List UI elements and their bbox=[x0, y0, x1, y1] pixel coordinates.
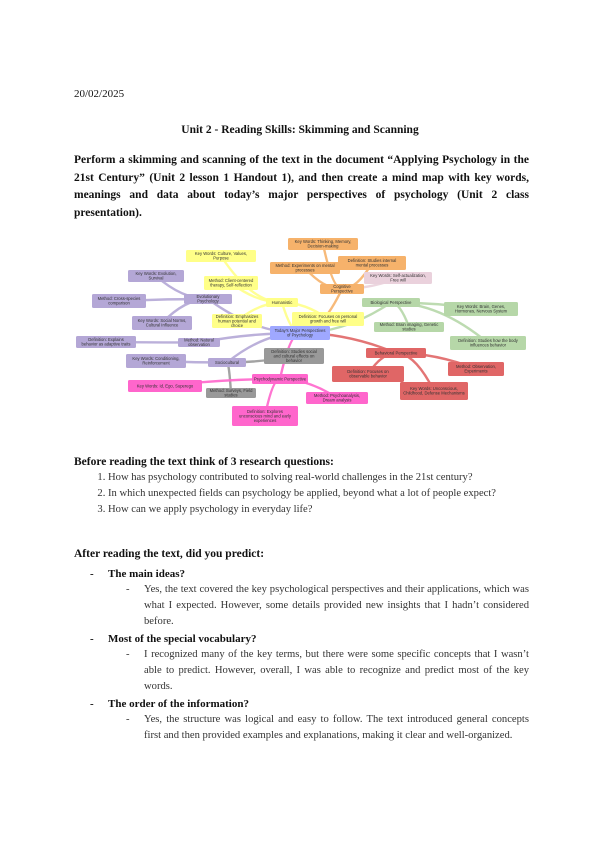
mind-map-node bbox=[208, 358, 246, 367]
prediction-answer: - Yes, the text covered the key psychological perspectives and their applications, which was what I expected. However, some details provided new insights that I hadn’t considered before. bbox=[126, 584, 529, 627]
mind-map-node bbox=[186, 250, 256, 262]
mind-map-node-label: Key Words: Thinking, Memory, bbox=[294, 239, 352, 245]
mind-map-node-label: Key Words: Evolution, bbox=[135, 271, 177, 277]
mind-map-node bbox=[448, 362, 504, 376]
mind-map-node-label: Key Words: Social Norms, bbox=[137, 318, 187, 324]
mind-map-node-label: Psychodynamic Perspective bbox=[253, 376, 307, 382]
mind-map-node-label: Experiments bbox=[464, 368, 488, 374]
before-reading-heading: Before reading the text think of 3 research questions: bbox=[74, 456, 334, 468]
mind-map-node-label: influences behavior bbox=[469, 342, 507, 348]
mind-map-nodes bbox=[76, 238, 526, 426]
mind-map-node-label: processes bbox=[295, 267, 315, 273]
mind-map-node bbox=[132, 316, 192, 330]
after-reading-list bbox=[74, 566, 529, 745]
mind-map-node-label: Perspective bbox=[331, 288, 353, 294]
mind-map-node-label: experiences bbox=[253, 418, 277, 423]
mind-map-node-label: comparison bbox=[108, 300, 130, 306]
mind-map-node-label: Sociocultural bbox=[215, 359, 239, 365]
mind-map-node-label: Free will bbox=[390, 277, 406, 283]
date: 20/02/2025 bbox=[74, 88, 125, 100]
before-reading-section bbox=[74, 456, 529, 518]
mind-map-node bbox=[128, 380, 202, 392]
mind-map-node-label: Evolutionary bbox=[196, 294, 220, 300]
mind-map-node-label: Hormones, Nervous System bbox=[454, 308, 508, 314]
mind-map-node bbox=[126, 354, 186, 368]
mind-map-node bbox=[184, 294, 232, 304]
mind-map-node-label: Key Words: Brain, Genes, bbox=[456, 304, 506, 310]
mind-map-node-label: Method: Surveys, Field bbox=[209, 388, 253, 394]
mind-map-node-label: Definition: Emphasizes bbox=[215, 313, 259, 319]
mind-map-node-label: Definition: Focuses on personal bbox=[298, 314, 358, 320]
mind-map-node-label: Method: Cross-species bbox=[97, 296, 141, 302]
mind-map-node-label: choice bbox=[230, 323, 244, 328]
research-question: 3. How can we apply psychology in everyday life? bbox=[108, 502, 529, 518]
research-question: 1. How has psychology contributed to solving real-world challenges in the 21st century? bbox=[108, 470, 529, 486]
prediction-question: - The order of the information? bbox=[90, 698, 249, 710]
mind-map-node bbox=[400, 382, 468, 400]
mind-map-node-label: and cultural effects on bbox=[273, 353, 315, 359]
mind-map-node-label: studies bbox=[402, 326, 416, 332]
mind-map-node bbox=[270, 262, 340, 274]
mind-map-node-label: Cognitive bbox=[333, 284, 351, 290]
mind-map-node-label: human potential and bbox=[218, 318, 256, 324]
mind-map-node bbox=[128, 270, 184, 282]
mind-map-node-label: Definition: Focuses on bbox=[347, 369, 389, 375]
mind-map-node bbox=[264, 348, 324, 364]
mind-map-node-label: Childhood, Defense Mechanisms bbox=[403, 390, 465, 396]
mind-map-node-label: behavior bbox=[285, 358, 303, 363]
mind-map-node-label: Biological Perspective bbox=[370, 299, 412, 305]
mind-map-node-label: Dream analysis bbox=[322, 397, 352, 403]
mind-map-node bbox=[206, 388, 256, 398]
mind-map-node bbox=[362, 298, 420, 307]
prediction-answer: - I recognized many of the key terms, but there were some specific concepts that I wasn’t able to predict. However, overall, I was able to recognize and predict most of the key words. bbox=[126, 649, 529, 692]
mind-map-node bbox=[306, 392, 368, 404]
mind-map-node-label: Reinforcement bbox=[142, 360, 170, 366]
mind-map-node-label: Purpose bbox=[213, 255, 229, 261]
mind-map-node-label: Method: Observation, bbox=[455, 364, 497, 370]
prediction-question: - Most of the special vocabulary? bbox=[90, 633, 257, 645]
mind-map-node bbox=[374, 322, 444, 332]
mind-map-node-label: Key Words: Unconscious, bbox=[410, 386, 458, 392]
mind-map-node-label: Survival bbox=[148, 275, 164, 281]
mind-map-node-label: Humanistic bbox=[271, 299, 293, 305]
mind-map-node-label: Method: Natural bbox=[184, 337, 214, 343]
mind-map-node bbox=[204, 276, 258, 290]
mind-map-node-label: Behavioral Perspective bbox=[374, 350, 418, 356]
mind-map-node bbox=[92, 294, 146, 308]
mind-map-node bbox=[232, 406, 298, 426]
mind-map-node-label: Method: Client-centered bbox=[208, 278, 254, 284]
mind-map-node-label: Cultural Influence bbox=[145, 322, 179, 328]
prediction-answer: - Yes, the structure was logical and easy to follow. The text introduced general concepts first and then provided examples and explanations, making it clear and well-organized. bbox=[126, 714, 529, 741]
mind-map-node bbox=[178, 338, 220, 348]
mind-map-node bbox=[252, 374, 308, 384]
mind-map bbox=[74, 236, 526, 432]
mind-map-node bbox=[266, 298, 298, 307]
mind-map-node-label: observation bbox=[188, 342, 210, 348]
page-title: Unit 2 - Reading Skills: Skimming and Scanning bbox=[181, 124, 419, 136]
mind-map-node bbox=[338, 256, 406, 270]
mind-map-node bbox=[444, 302, 518, 316]
mind-map-node-label: Definition: Studies social bbox=[271, 348, 317, 354]
mind-map-node-label: observable behavior bbox=[349, 373, 387, 379]
after-reading-heading-wrap bbox=[74, 548, 529, 560]
mind-map-node bbox=[76, 336, 136, 348]
mind-map-node-label: unconscious mind and early bbox=[239, 413, 291, 419]
mind-map-node bbox=[450, 336, 526, 350]
mind-map-node bbox=[366, 348, 426, 358]
mind-map-node-label: studies bbox=[224, 392, 238, 398]
mind-map-node-label: therapy, Self-reflection bbox=[210, 282, 252, 288]
mind-map-node bbox=[332, 366, 404, 382]
mind-map-node-label: Psychology bbox=[197, 298, 219, 304]
mind-map-node bbox=[288, 238, 358, 250]
mind-map-node-label: Definition: Explores bbox=[246, 408, 284, 414]
mind-map-node bbox=[320, 284, 364, 294]
mind-map-node bbox=[212, 314, 262, 328]
mind-map-node-label: Key Words: Self-actualization, bbox=[370, 273, 426, 279]
mind-map-node-label: Method: Brain imaging, Genetic bbox=[379, 322, 439, 328]
task-instructions: Perform a skimming and scanning of the text in the document “Applying Psychology in the 21st Century” (Unit 2 lesson 1 Handout 1), and then create a mind map with key words, meanings and data about today’s major perspectives of psychology (Unit 2 class presentation). bbox=[74, 154, 529, 219]
mind-map-node-label: of Psychology bbox=[286, 332, 314, 338]
mind-map-node-label: mental processes bbox=[355, 262, 389, 268]
mind-map-node bbox=[364, 272, 432, 284]
mind-map-node-label: behavior as adaptive traits bbox=[81, 341, 131, 347]
mind-map-node-label: Method: Experiments on mental bbox=[275, 263, 335, 269]
mind-map-center-node bbox=[270, 326, 330, 340]
after-reading-heading: After reading the text, did you predict: bbox=[74, 548, 265, 560]
prediction-question: - The main ideas? bbox=[90, 568, 186, 580]
mind-map-node-label: Definition: Explains bbox=[88, 337, 124, 343]
mind-map-node bbox=[292, 312, 364, 326]
mind-map-node-label: growth and free will bbox=[309, 318, 347, 324]
research-question: 2. In which unexpected fields can psychology be applied, beyond what a lot of people expect? bbox=[108, 486, 529, 502]
mind-map-node-label: Decision-making bbox=[307, 243, 339, 249]
mind-map-node-label: Method: Psychoanalysis, bbox=[313, 393, 361, 399]
mind-map-node-label: Key Words: Conditioning, bbox=[132, 356, 180, 362]
mind-map-node-label: Key Words: Culture, Values, bbox=[194, 251, 248, 257]
mind-map-node-label: Key Words: Id, Ego, Superego bbox=[136, 383, 194, 389]
mind-map-node-label: Definition: Studies how the body bbox=[458, 338, 518, 344]
mind-map-node-label: Definition: Studies internal bbox=[347, 258, 397, 264]
research-questions-list bbox=[74, 470, 529, 518]
mind-map-node-label: Today's Major Perspectives bbox=[274, 328, 326, 334]
